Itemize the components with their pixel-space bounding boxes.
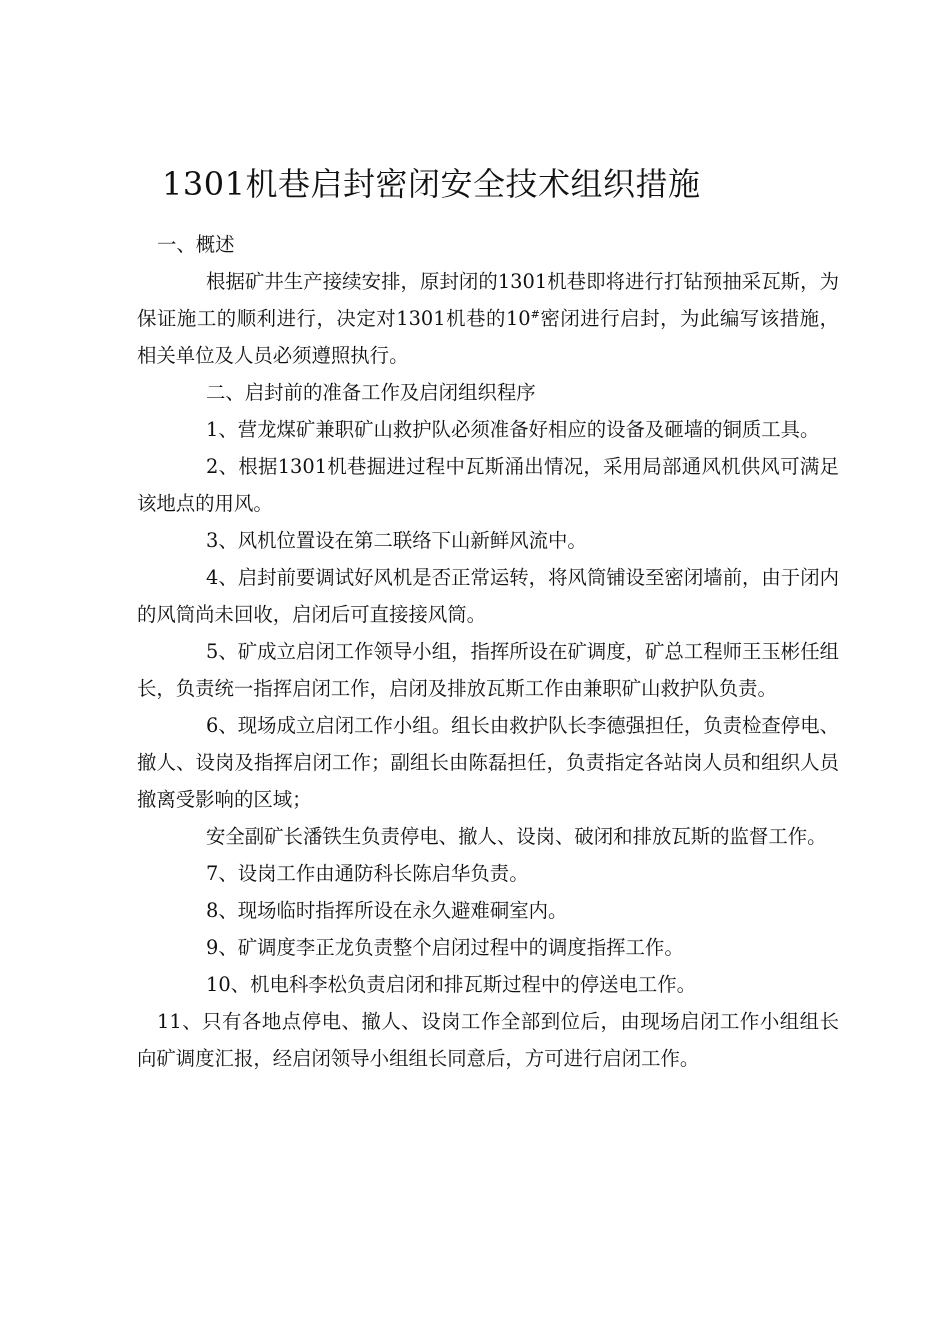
list-item-2: 2、根据1301机巷掘进过程中瓦斯涌出情况，采用局部通风机供风可满足该地点的用风。 <box>137 455 839 515</box>
overview-paragraph <box>137 263 839 374</box>
overview-text-part2: 密闭进行启封，为此编写该措施，相关单位及人员必须遵照执行。 <box>137 307 840 367</box>
overview-text-part1: 根据矿井生产接续安排，原封闭的1301机巷即将进行打钻预抽采瓦斯，为保证施工的顺利进行，决定对1301机巷的10 <box>137 270 839 330</box>
list-item-8: 8、现场临时指挥所设在永久避难硐室内。 <box>206 899 568 922</box>
document-title: 1301机巷启封密闭安全技术组织措施 <box>162 165 701 203</box>
list-item-1: 1、营龙煤矿兼职矿山救护队必须准备好相应的设备及砸墙的铜质工具。 <box>206 418 820 441</box>
list-item-4: 4、启封前要调试好风机是否正常运转，将风筒铺设至密闭墙前，由于闭内的风筒尚未回收，启闭后可直接接风筒。 <box>137 566 839 626</box>
list-item-9: 9、矿调度李正龙负责整个启闭过程中的调度指挥工作。 <box>206 936 684 959</box>
list-item-3: 3、风机位置设在第二联络下山新鲜风流中。 <box>206 529 587 552</box>
section-heading-preparation: 二、启封前的准备工作及启闭组织程序 <box>206 381 536 404</box>
list-item-6: 6、现场成立启闭工作小组。组长由救护队长李德强担任，负责检查停电、撤人、设岗及指挥启闭工作；副组长由陈磊担任，负责指定各站岗人员和组织人员撤离受影响的区域； <box>137 714 839 811</box>
overview-superscript: # <box>530 308 540 321</box>
list-item-10: 10、机电科李松负责启闭和排瓦斯过程中的停送电工作。 <box>206 973 697 996</box>
section-heading-overview: 一、概述 <box>157 233 235 256</box>
document-body <box>137 226 839 1077</box>
list-item-5: 5、矿成立启闭工作领导小组，指挥所设在矿调度，矿总工程师王玉彬任组长，负责统一指挥启闭工作，启闭及排放瓦斯工作由兼职矿山救护队负责。 <box>137 640 839 700</box>
list-item-11: 11、只有各地点停电、撤人、设岗工作全部到位后，由现场启闭工作小组组长向矿调度汇报，经启闭领导小组组长同意后，方可进行启闭工作。 <box>137 1010 839 1070</box>
list-item-6-supervision: 安全副矿长潘铁生负责停电、撤人、设岗、破闭和排放瓦斯的监督工作。 <box>206 825 827 848</box>
list-item-7: 7、设岗工作由通防科长陈启华负责。 <box>206 862 529 885</box>
